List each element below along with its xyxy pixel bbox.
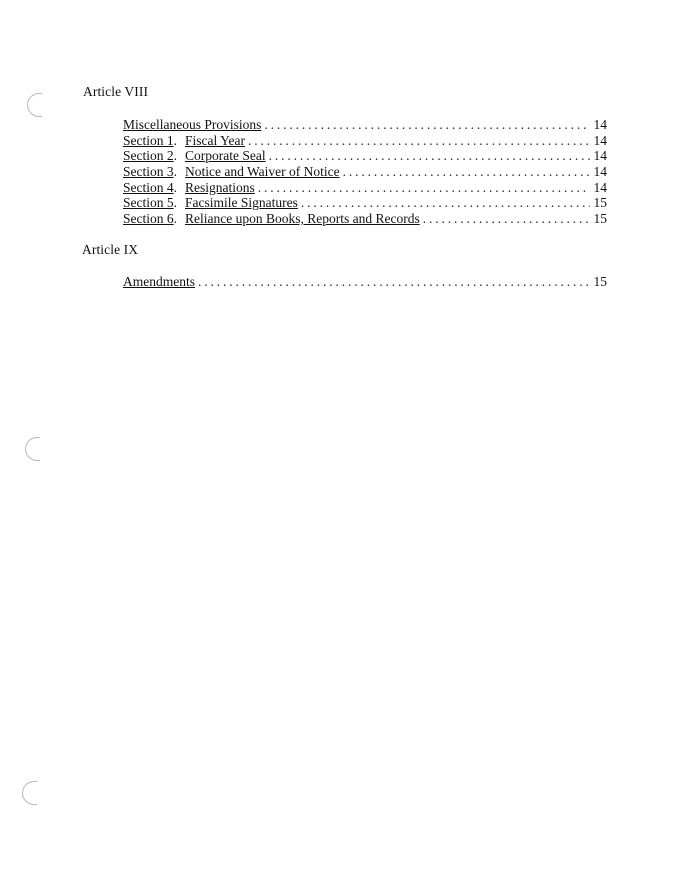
- toc-entry-title[interactable]: Notice and Waiver of Notice: [185, 164, 340, 180]
- toc-entry[interactable]: Section 6. Reliance upon Books, Reports and Records . . . 15: [123, 211, 607, 227]
- dot-leader: [269, 148, 590, 164]
- toc-entry-title[interactable]: Resignations: [185, 179, 255, 195]
- toc-section-number[interactable]: Section 6: [123, 211, 174, 227]
- binder-hole-mark: [25, 437, 40, 461]
- toc-section-number[interactable]: Section 4: [123, 179, 174, 195]
- toc-entry[interactable]: Section 1. Fiscal Year . . . 14: [123, 133, 607, 149]
- dot-leader: [258, 180, 590, 196]
- dot-leader: [301, 195, 590, 211]
- toc-page-number: 15: [593, 274, 607, 289]
- toc-page-number: 15: [593, 195, 607, 211]
- dot-leader: [264, 117, 590, 133]
- toc-section-number[interactable]: Section 2: [123, 148, 174, 164]
- toc-page-number: 14: [593, 132, 607, 148]
- toc-list: [123, 274, 607, 290]
- toc-list: [123, 117, 607, 227]
- dot-leader: [423, 211, 590, 227]
- toc-entry[interactable]: [123, 117, 607, 133]
- toc-page-number: 14: [593, 179, 607, 195]
- dot-leader: [343, 164, 590, 180]
- binder-hole-mark: [27, 93, 42, 117]
- toc-entry[interactable]: [123, 274, 607, 290]
- article-heading: Article VIII: [83, 84, 149, 99]
- dot-leader: [198, 274, 590, 290]
- toc-entry-title[interactable]: Fiscal Year: [185, 132, 245, 148]
- toc-page-number: 14: [593, 164, 607, 180]
- toc-entry-title[interactable]: Amendments: [123, 274, 195, 289]
- toc-page-number: 15: [593, 211, 607, 227]
- toc-page-number: 14: [593, 117, 607, 132]
- binder-hole-mark: [22, 781, 37, 805]
- article-heading: Article IX: [82, 242, 139, 257]
- toc-entry[interactable]: Section 5. Facsimile Signatures . . . 15: [123, 195, 607, 211]
- toc-entry-title[interactable]: Facsimile Signatures: [185, 195, 298, 211]
- toc-entry[interactable]: Section 3. Notice and Waiver of Notice . . . 14: [123, 164, 607, 180]
- toc-section-number[interactable]: Section 3: [123, 164, 174, 180]
- toc-entry[interactable]: Section 2. Corporate Seal . . . 14: [123, 148, 607, 164]
- toc-section-number[interactable]: Section 5: [123, 195, 174, 211]
- toc-entry-title[interactable]: Corporate Seal: [185, 148, 266, 164]
- toc-page-number: 14: [593, 148, 607, 164]
- toc-section-number[interactable]: Section 1: [123, 132, 174, 148]
- toc-entry-title[interactable]: Reliance upon Books, Reports and Records: [185, 211, 420, 227]
- toc-entry-title[interactable]: Miscellaneous Provisions: [123, 117, 262, 132]
- dot-leader: [248, 133, 590, 149]
- toc-entry[interactable]: Section 4. Resignations . . . 14: [123, 180, 607, 196]
